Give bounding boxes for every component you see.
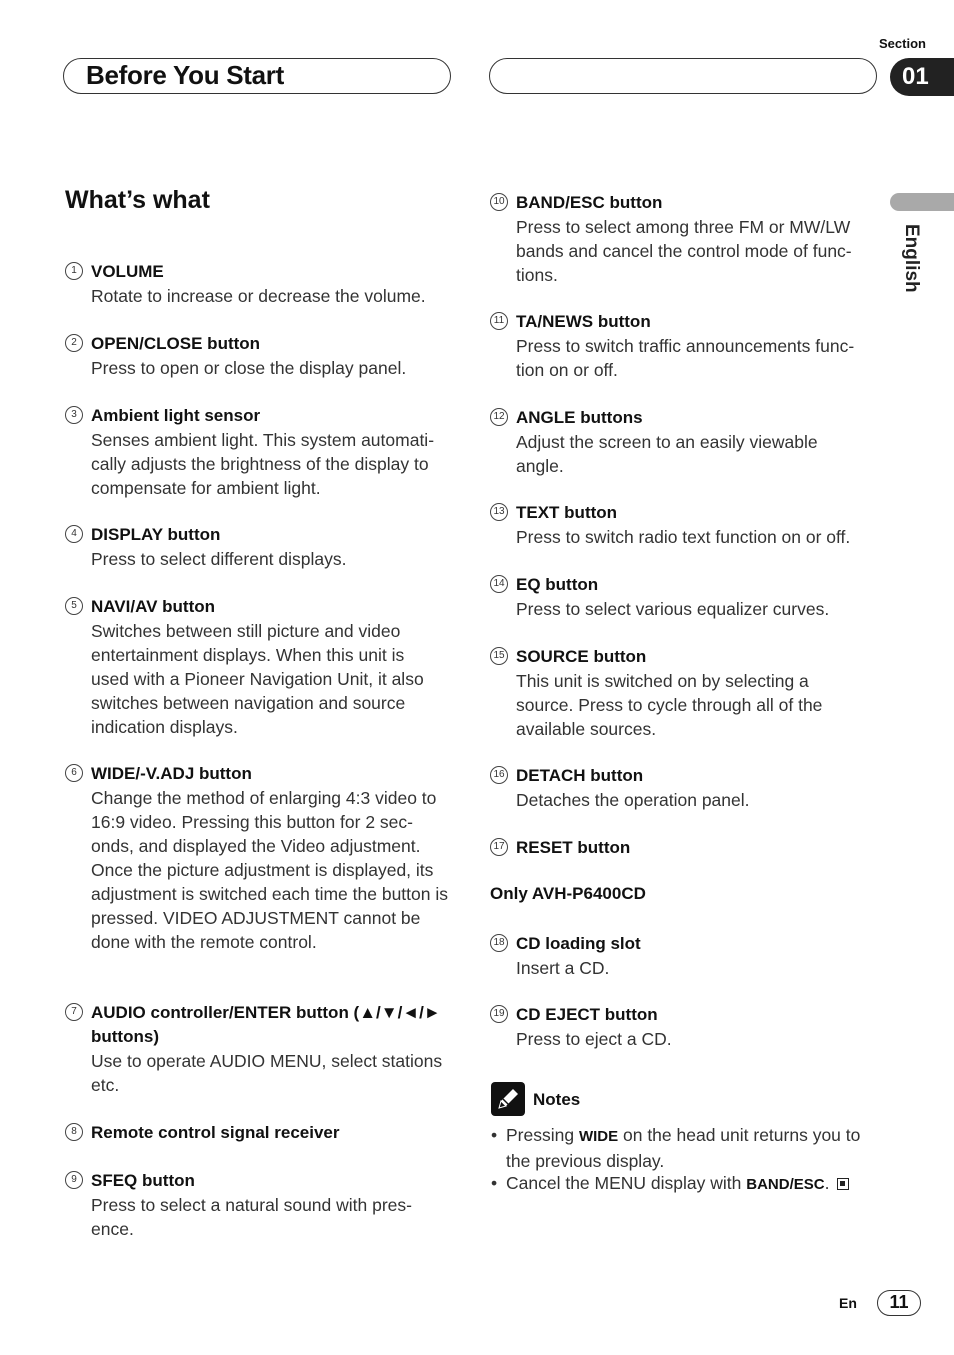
item-display	[65, 523, 435, 571]
item-body: Change the method of enlarging 4:3 video to 16:9 video. Pressing this button for 2 sec-onds, and displayed the Video adjustment. Once the picture adjustment is displayed, its adjustment is switched each time the button is pressed. VIDEO ADJUSTMENT cannot be done with the remote control.	[91, 788, 448, 952]
item-title: Remote control signal receiver	[91, 1123, 340, 1142]
page-number: 11	[877, 1290, 921, 1316]
bullet-dot: •	[491, 1173, 498, 1193]
item-title: CD EJECT button	[516, 1005, 658, 1024]
item-number: 12	[490, 408, 508, 426]
language-tab-marker	[890, 193, 954, 211]
item-title: NAVI/AV button	[91, 597, 216, 616]
model-subheading: Only AVH-P6400CD	[490, 884, 646, 903]
item-volume	[65, 260, 435, 308]
note-bullet-1	[491, 1123, 881, 1173]
item-body: Press to select a natural sound with pres-ence.	[91, 1195, 412, 1239]
item-body: Press to switch traffic announcements func-tion on or off.	[516, 336, 855, 380]
item-number: 15	[490, 647, 508, 665]
header-title-box	[63, 58, 451, 94]
item-audio-controller	[65, 1001, 443, 1097]
note-pencil-icon	[491, 1082, 525, 1116]
item-title: TA/NEWS button	[516, 312, 651, 331]
item-source	[490, 645, 860, 741]
item-ta-news	[490, 310, 860, 382]
item-reset	[490, 836, 860, 860]
item-eq	[490, 573, 860, 621]
item-navi-av	[65, 595, 435, 739]
item-cd-loading-slot	[490, 932, 860, 980]
item-open-close	[65, 332, 435, 380]
item-number: 4	[65, 525, 83, 543]
note-keyword: WIDE	[578, 1128, 619, 1145]
item-body: Press to select different displays.	[91, 549, 347, 569]
item-body: Switches between still picture and video entertainment displays. When this unit is used with a Pioneer Navigation Unit, it also switches between navigation and source indication displays.	[91, 621, 424, 737]
item-number: 9	[65, 1171, 83, 1189]
header-blank-box	[489, 58, 877, 94]
item-angle	[490, 406, 860, 478]
item-number: 11	[490, 312, 508, 330]
page-title: Before You Start	[86, 60, 284, 90]
item-body: Use to operate AUDIO MENU, select stations etc.	[91, 1051, 443, 1095]
section-number-badge: 01	[890, 58, 954, 96]
item-number: 10	[490, 193, 508, 211]
item-cd-eject	[490, 1003, 860, 1051]
item-number: 2	[65, 334, 83, 352]
item-body: Press to eject a CD.	[516, 1029, 672, 1049]
item-title: BAND/ESC button	[516, 193, 663, 212]
item-ambient-light-sensor	[65, 404, 435, 500]
item-title: DETACH button	[516, 766, 644, 785]
item-title: SFEQ button	[91, 1171, 195, 1190]
item-body: Adjust the screen to an easily viewable angle.	[516, 432, 818, 476]
language-text: English	[901, 224, 922, 293]
language-label	[900, 224, 924, 314]
item-title: WIDE/-V.ADJ button	[91, 764, 252, 783]
item-text	[490, 501, 860, 549]
item-title: ANGLE buttons	[516, 408, 643, 427]
item-title: VOLUME	[91, 262, 164, 281]
notes-title: Notes	[533, 1090, 581, 1109]
item-title: RESET button	[516, 838, 631, 857]
item-number: 17	[490, 838, 508, 856]
note-text: .	[824, 1173, 830, 1193]
item-title: OPEN/CLOSE button	[91, 334, 261, 353]
item-number: 5	[65, 597, 83, 615]
item-title: SOURCE button	[516, 647, 647, 666]
item-title: EQ button	[516, 575, 599, 594]
item-body: Press to select among three FM or MW/LW bands and cancel the control mode of func-tions.	[516, 217, 852, 285]
item-number: 7	[65, 1003, 83, 1021]
item-detach	[490, 764, 860, 812]
item-number: 1	[65, 262, 83, 280]
item-body: Press to select various equalizer curves.	[516, 599, 830, 619]
item-remote-receiver	[65, 1121, 435, 1145]
item-number: 13	[490, 503, 508, 521]
item-title: Ambient light sensor	[91, 406, 261, 425]
item-number: 19	[490, 1005, 508, 1023]
item-title: TEXT button	[516, 503, 618, 522]
end-mark-icon	[837, 1178, 849, 1190]
item-body: Press to switch radio text function on or off.	[516, 527, 851, 547]
item-title: DISPLAY button	[91, 525, 221, 544]
item-sfeq	[65, 1169, 435, 1241]
item-body: Rotate to increase or decrease the volume.	[91, 286, 426, 306]
bullet-dot: •	[491, 1125, 498, 1145]
item-number: 3	[65, 406, 83, 424]
item-title: AUDIO controller/ENTER button (▲/▼/◄/► buttons)	[91, 1003, 441, 1046]
note-text: Pressing	[506, 1125, 579, 1145]
item-number: 18	[490, 934, 508, 952]
footer-language: En	[839, 1295, 857, 1311]
item-body: Press to open or close the display panel.	[91, 358, 407, 378]
item-wide-vadj	[65, 762, 448, 954]
note-bullet-2	[491, 1171, 881, 1197]
item-body: This unit is switched on by selecting a source. Press to cycle through all of the available sources.	[516, 671, 823, 739]
note-text: Cancel the MENU display with	[506, 1173, 747, 1193]
item-number: 16	[490, 766, 508, 784]
item-number: 8	[65, 1123, 83, 1141]
item-body: Insert a CD.	[516, 958, 610, 978]
item-body: Detaches the operation panel.	[516, 790, 750, 810]
item-body: Senses ambient light. This system automati-cally adjusts the brightness of the display to compensate for ambient light.	[91, 430, 435, 498]
section-heading: What’s what	[65, 186, 210, 214]
item-number: 14	[490, 575, 508, 593]
note-keyword: BAND/ESC	[746, 1176, 825, 1193]
item-band-esc	[490, 191, 860, 287]
note-text: on the head unit returns you to the previous display.	[506, 1125, 861, 1171]
item-title: CD loading slot	[516, 934, 641, 953]
item-number: 6	[65, 764, 83, 782]
section-label: Section	[879, 36, 926, 51]
